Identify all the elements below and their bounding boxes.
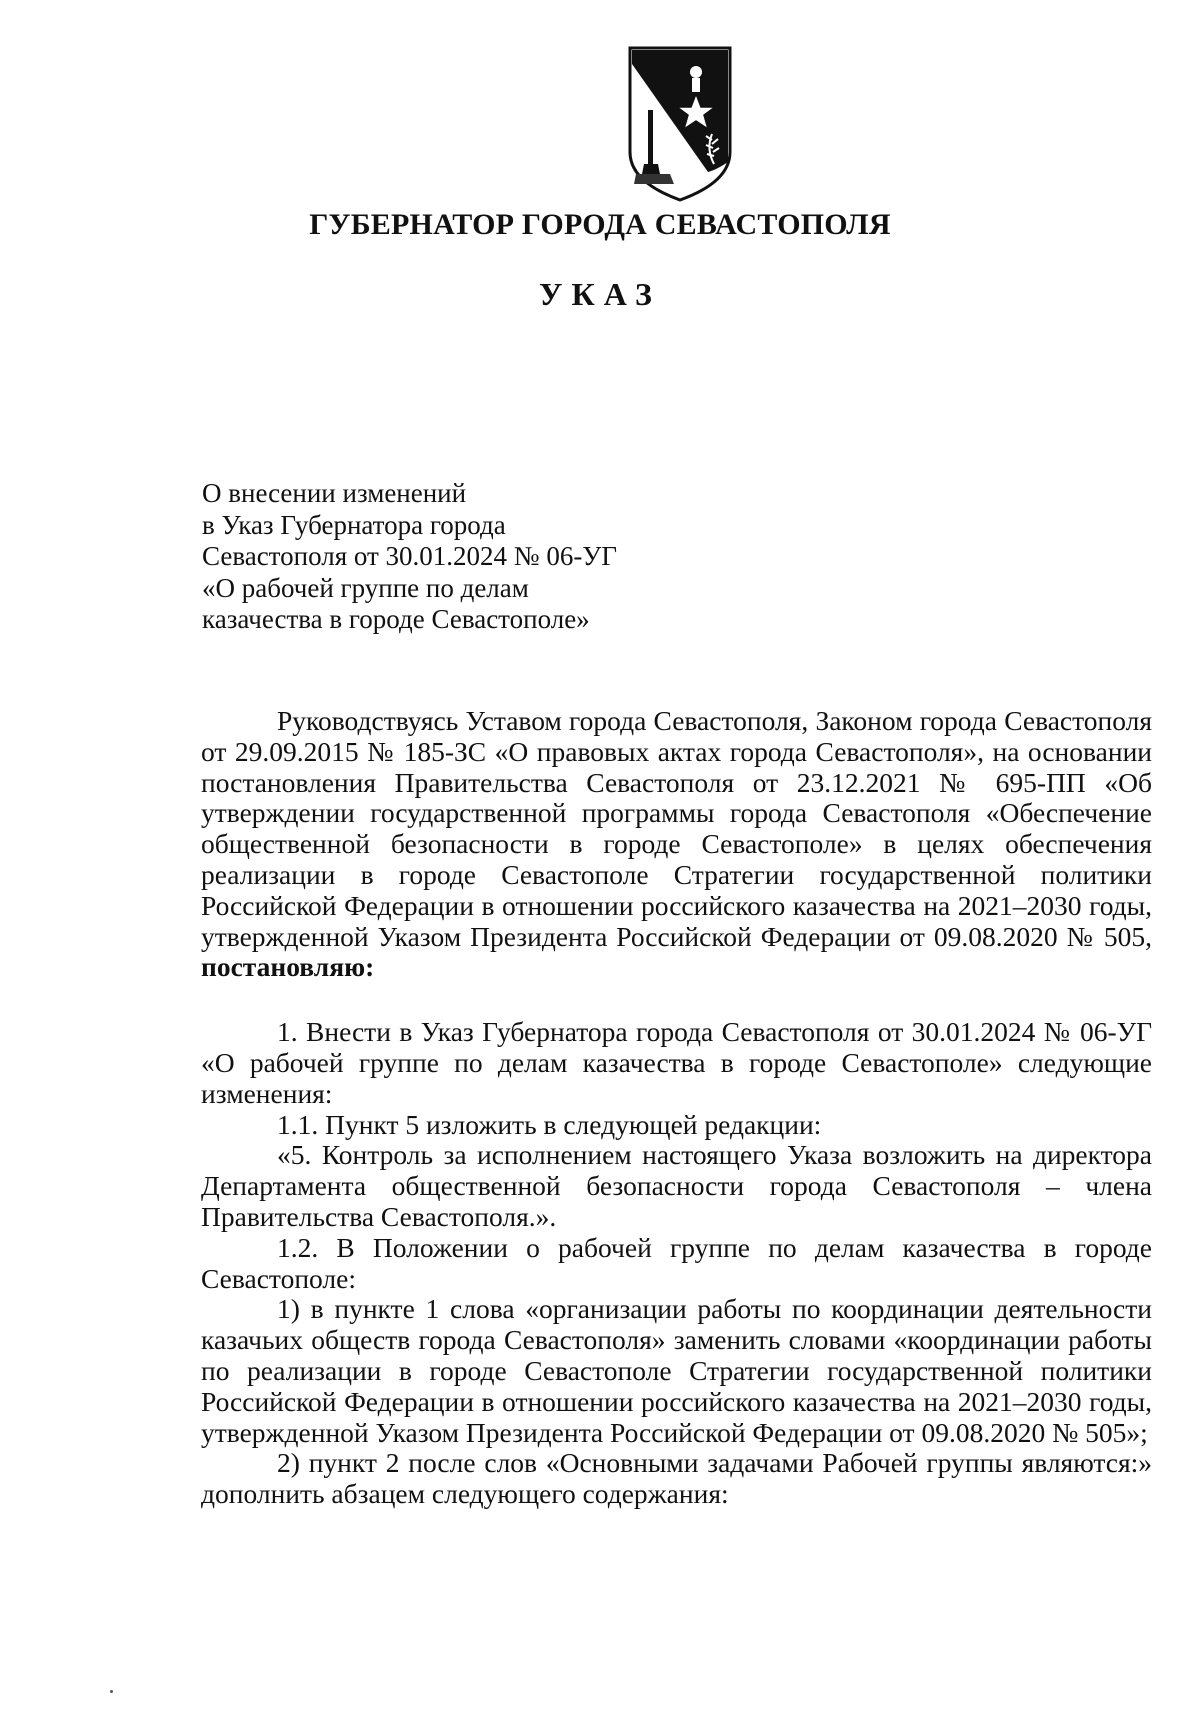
subject-line: в Указ Губернатора города <box>202 509 506 540</box>
scan-speck <box>110 1690 113 1693</box>
item-1-1: 1.1. Пункт 5 изложить в следующей редакции: <box>277 1108 822 1140</box>
preamble-paragraph <box>201 706 1152 983</box>
decree-word: постановляю: <box>201 951 375 983</box>
document-type-heading: УКАЗ <box>539 276 661 312</box>
item-1: 1. Внести в Указ Губернатора города Севастополя от 30.01.2024 № 06-УГ «О рабочей группе по делам казачества в городе Севастополе» следующие изменения: <box>201 1016 1152 1109</box>
document-body <box>201 706 1152 1510</box>
sevastopol-coat-of-arms-emblem <box>626 44 734 204</box>
item-1-2: 1.2. В Положении о рабочей группе по делам казачества в городе Севастополе: <box>201 1231 1152 1294</box>
subject-line: казачества в городе Севастополе» <box>202 604 590 634</box>
subject-line: Севастополя от 30.01.2024 № 06-УГ <box>202 541 618 571</box>
document-subject <box>202 478 722 636</box>
subject-line: О внесении изменений <box>202 478 467 508</box>
subject-line: «О рабочей группе по делам <box>202 572 529 603</box>
issuer-title: ГУБЕРНАТОР ГОРОДА СЕВАСТОПОЛЯ <box>309 208 891 241</box>
item-1-2-subitem-1: 1) в пункте 1 слова «организации работы по координации деятельности казачьих обществ города Севастополя» заменить словами «координации работы по реализации в городе Севастополе Стратегии государственной политики Российской Федерации в отношении российского казачества на 2021–2030 годы, утвержденной Указом Президента Российской Федерации от 09.08.2020 № 505»; <box>201 1293 1152 1448</box>
item-1-1-quote: «5. Контроль за исполнением настоящего Указа возложить на директора Департамента общественной безопасности города Севастополя – члена Правительства Севастополя.». <box>201 1139 1152 1232</box>
item-1-2-subitem-2: 2) пункт 2 после слов «Основными задачами Рабочей группы являются:» дополнить абзацем следующего содержания: <box>201 1447 1152 1510</box>
preamble-text: Руководствуясь Уставом города Севастополя, Законом города Севастополя от 29.09.2015 № 185-ЗС «О правовых актах города Севастополя», на основании постановления Правительства Севастополя от 23.12.2021 № 695-ПП «Об утверждении государственной программы города Севастополя «Обеспечение общественной безопасности в городе Севастополе» в целях обеспечения реализации в городе Севастополе Стратегии государственной политики Российской Федерации в отношении российского казачества на 2021–2030 годы, утвержденной Указом Президента Российской Федерации от 09.08.2020 № 505, <box>201 705 1152 952</box>
